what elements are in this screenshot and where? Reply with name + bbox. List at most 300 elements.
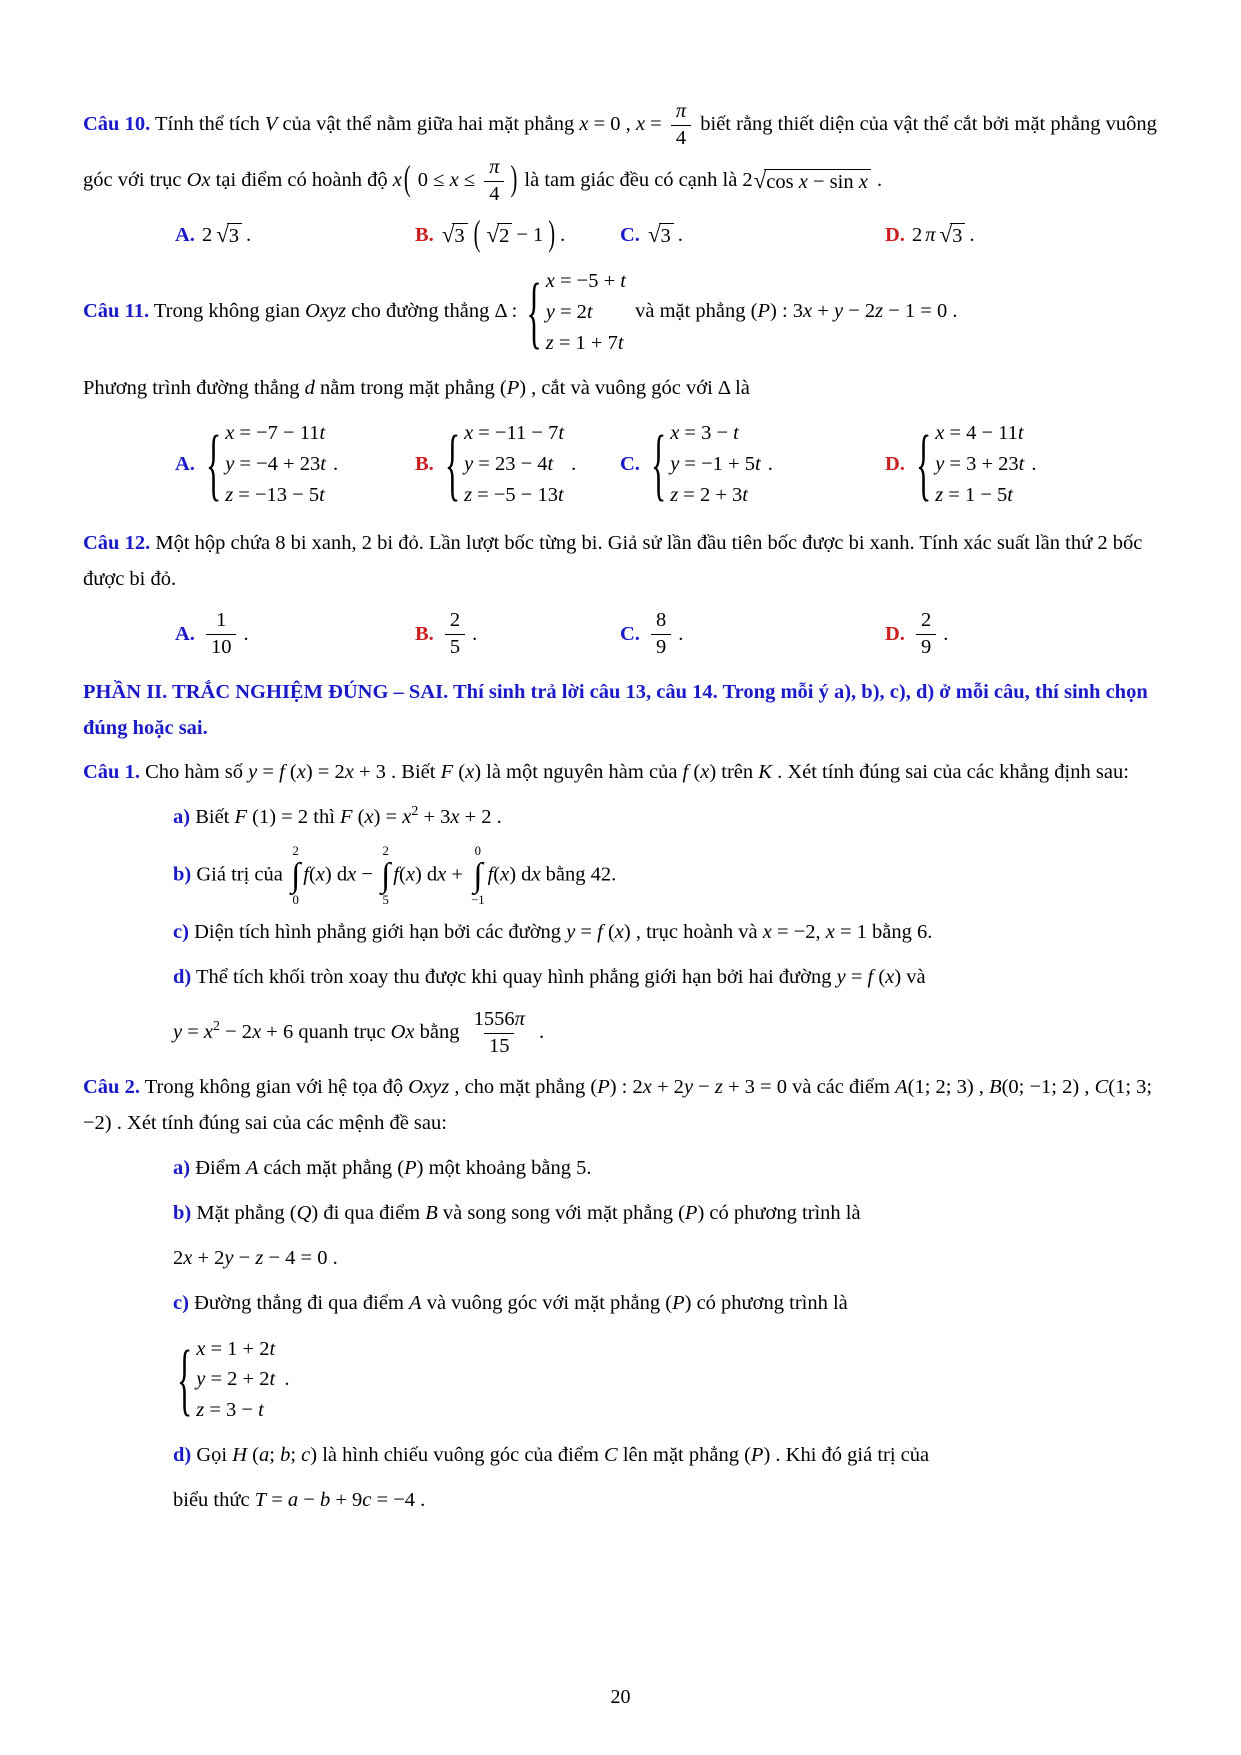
math-variable: x: [344, 761, 354, 784]
math-variable: P: [404, 1157, 417, 1180]
math-variable: x: [762, 921, 772, 944]
math-variable: t: [754, 453, 761, 476]
text: 9: [920, 636, 932, 659]
text: ): [623, 921, 631, 944]
system-line: [935, 449, 1024, 480]
option-letter: C.: [620, 453, 640, 476]
math-variable: C: [1094, 1076, 1109, 1099]
system-lines: [935, 418, 1024, 510]
question-label: Câu 12.: [83, 531, 151, 554]
text: (: [688, 761, 701, 784]
math-variable: t: [319, 422, 326, 445]
text: +: [446, 863, 469, 886]
math-variable: x: [803, 300, 813, 323]
answer-option-a: [175, 219, 415, 252]
radical-sign: √: [647, 221, 661, 247]
equation-system: [526, 266, 626, 358]
math-variable: t: [319, 483, 325, 506]
answer-option-a: [175, 606, 415, 662]
text: = −13 − 5: [233, 483, 320, 506]
cau-1-c: [83, 915, 1158, 951]
text: −: [233, 1246, 256, 1269]
math-variable: P: [506, 376, 520, 399]
math-variable: x: [798, 171, 808, 193]
text: ) một khoảng bằng 5.: [416, 1157, 592, 1180]
system-brace: {: [526, 266, 542, 357]
text: = 3 −: [204, 1399, 259, 1422]
math-variable: x: [465, 761, 475, 784]
math-variable: x: [347, 863, 357, 886]
math-variable: P: [750, 1443, 764, 1466]
text: (: [308, 863, 316, 886]
cau-2-stem: [83, 1070, 1158, 1142]
math-variable: x: [252, 1020, 262, 1043]
cau-2-a: [83, 1151, 1158, 1187]
text: 8: [655, 609, 667, 632]
cau-1-b: [83, 845, 1158, 906]
big-paren: ): [510, 160, 518, 199]
math-variable: t: [269, 1368, 276, 1391]
square-root: [754, 168, 871, 194]
math-variable: x: [196, 1337, 206, 1360]
text: + 3 . Biết: [353, 761, 441, 784]
text: (: [493, 863, 501, 886]
fraction-denominator: [651, 634, 671, 661]
text: , trục hoành và: [630, 921, 763, 944]
integral: [291, 845, 300, 906]
cau-11-options: [83, 415, 1158, 513]
math-variable: t: [557, 483, 564, 506]
big-paren: ): [548, 214, 556, 254]
math-variable: y: [224, 1246, 234, 1269]
text: =: [645, 112, 667, 135]
system-line: [670, 449, 761, 480]
text: .: [332, 453, 339, 476]
answer-option-b: [415, 214, 620, 254]
text: Đường thẳng đi qua điểm: [188, 1291, 410, 1314]
math-variable: x: [364, 806, 374, 829]
text: .: [279, 1367, 290, 1390]
system-brace: {: [177, 1334, 193, 1424]
text: 5: [449, 636, 461, 659]
question-label: Câu 10.: [83, 112, 151, 135]
text: .: [1031, 453, 1037, 476]
question-label: b): [173, 1202, 192, 1225]
text: + 6 quanh trục: [261, 1020, 391, 1043]
fraction-numerator: [211, 608, 231, 634]
math-variable: x: [450, 806, 460, 829]
fraction-denominator: [445, 634, 465, 661]
system-brace: {: [444, 418, 461, 509]
cau-1-d: [83, 960, 1158, 996]
text: = 23 − 4: [473, 453, 548, 476]
text: ) : 3: [770, 300, 804, 323]
math-variable: f: [597, 921, 603, 944]
text: 2: [449, 609, 461, 632]
math-variable: y: [248, 761, 258, 784]
text: (1; 3; −2) . Xét tính đúng sai của các mệnh đề sau:: [83, 1076, 1153, 1135]
option-letter: B.: [415, 223, 434, 246]
text: 3: [228, 224, 240, 247]
math-variable: z: [464, 483, 473, 506]
math-variable: x: [545, 270, 555, 293]
answer-option-d: [885, 415, 1158, 513]
option-letter: B.: [415, 623, 434, 646]
math-variable: π: [489, 156, 500, 179]
math-variable: z: [255, 1246, 264, 1269]
option-letter: D.: [885, 623, 905, 646]
integral-upper-bound: 0: [474, 844, 481, 859]
system-line: [196, 1364, 275, 1395]
text: =: [575, 921, 598, 944]
math-variable: x: [402, 806, 412, 829]
text: , cho mặt phẳng (: [449, 1076, 598, 1099]
answer-option-c: [620, 415, 885, 513]
math-variable: c: [301, 1443, 311, 1466]
text: ;: [290, 1443, 302, 1466]
phan-2-heading: [83, 675, 1158, 747]
math-variable: f: [682, 761, 689, 784]
text: = −5 − 13: [472, 483, 558, 506]
text: −: [298, 1488, 320, 1511]
text: (0; −1; 2) ,: [1001, 1076, 1095, 1099]
system-line: [546, 328, 626, 359]
text: ) d: [509, 863, 532, 886]
fraction-numerator: [671, 99, 691, 125]
radical-sign: √: [486, 221, 500, 247]
math-variable: x: [614, 921, 624, 944]
equation-system: [206, 418, 326, 510]
text: − 1 = 0 .: [883, 300, 958, 323]
text: ) : 2: [609, 1076, 643, 1099]
math-variable: z: [935, 483, 944, 506]
integral-upper-bound: 2: [292, 844, 299, 859]
math-variable: b: [319, 1488, 331, 1511]
system-line: [464, 418, 564, 449]
radicand: [764, 169, 871, 195]
text: ) , cắt và vuông góc với Δ là: [519, 376, 750, 399]
system-line: [196, 1395, 275, 1426]
cau-2-c: [83, 1286, 1158, 1322]
text: .: [246, 223, 252, 246]
math-variable: y: [670, 453, 680, 476]
question-label: c): [173, 1291, 189, 1314]
text: ) =: [373, 806, 403, 829]
math-variable: K: [758, 761, 772, 784]
system-brace: {: [915, 418, 932, 509]
system-line: [464, 449, 564, 480]
text: =: [257, 761, 280, 784]
text: = 4 − 11: [944, 422, 1018, 445]
text: biết rằng thiết diện của vật thể cắt bởi mặt phẳng vuông góc với trục: [83, 112, 1157, 192]
math-variable: P: [684, 1202, 698, 1225]
math-variable: t: [547, 453, 554, 476]
text: −: [693, 1076, 715, 1099]
text: Cho hàm số: [139, 761, 249, 784]
math-variable: P: [597, 1076, 610, 1099]
text: Giá trị của: [191, 863, 288, 886]
math-variable: f: [279, 761, 285, 784]
text: = 0 ,: [588, 112, 636, 135]
text: . Xét tính đúng sai của các khẳng định sau:: [771, 761, 1129, 784]
text: = 1 + 7: [553, 331, 618, 354]
text: = 2: [554, 301, 587, 324]
text: 10: [210, 636, 232, 659]
text: = 1 bằng 6.: [834, 921, 933, 944]
text: ) . Khi đó giá trị của: [763, 1443, 930, 1466]
text: 3: [660, 224, 671, 247]
text: và: [901, 966, 926, 989]
cau-2-b: [83, 1196, 1158, 1232]
text: − sin: [807, 171, 859, 193]
text: 1556: [473, 1008, 515, 1031]
answer-option-b: [415, 415, 620, 513]
cau-2-b-line-2: [83, 1241, 1158, 1277]
math-variable: P: [757, 300, 771, 323]
square-root: [216, 222, 242, 248]
fraction-numerator: [445, 608, 465, 634]
math-variable: B: [989, 1076, 1002, 1099]
math-variable: x: [225, 422, 235, 445]
math-variable: Oxyz: [408, 1076, 450, 1099]
text: .: [943, 623, 949, 646]
text: (: [399, 863, 406, 886]
text: ) d: [414, 863, 438, 886]
radicand: [659, 223, 674, 249]
text: 15: [488, 1034, 510, 1057]
math-variable: y: [836, 966, 846, 989]
math-variable: x: [464, 422, 474, 445]
math-variable: z: [875, 300, 884, 323]
big-paren: (: [473, 214, 481, 254]
text: tại điểm có hoành độ: [210, 169, 393, 192]
math-variable: z: [545, 331, 554, 354]
math-variable: x: [935, 422, 945, 445]
fraction-denominator: [916, 634, 936, 661]
text: là hình chiếu vuông góc của điểm: [317, 1443, 605, 1466]
integral: [471, 845, 485, 906]
integral-lower-bound: −1: [471, 892, 485, 907]
math-variable: H: [232, 1443, 248, 1466]
text: .: [560, 223, 566, 246]
text: cho đường thẳng Δ :: [346, 300, 523, 323]
math-variable: t: [1007, 483, 1013, 506]
integral-upper-bound: 2: [382, 844, 389, 859]
text: Một hộp chứa 8 bi xanh, 2 bi đỏ. Lần lượt bốc từng bi. Giả sử lần đầu tiên bốc được bi xanh. Tính xác suất lần thứ 2 bốc được bi đỏ.: [83, 531, 1143, 590]
math-variable: π: [514, 1008, 525, 1031]
text: 4: [489, 182, 500, 205]
math-variable: a: [287, 1488, 299, 1511]
text: bằng 42.: [540, 863, 617, 886]
math-variable: z: [670, 483, 679, 506]
math-variable: x: [700, 761, 710, 784]
text: = 2 + 2: [205, 1368, 270, 1391]
equation-system: [445, 418, 564, 510]
math-variable: Ox: [390, 1020, 415, 1043]
math-variable: z: [225, 483, 234, 506]
system-line: [225, 449, 326, 480]
text: lên mặt phẳng (: [617, 1443, 751, 1466]
integral-lower-bound: 0: [292, 892, 299, 907]
math-variable: y: [935, 453, 945, 476]
question-label: a): [173, 806, 191, 829]
math-variable: f: [393, 863, 399, 886]
fraction-denominator: [484, 1033, 515, 1060]
text: .: [677, 223, 683, 246]
text: = −1 + 5: [679, 453, 755, 476]
text: (: [453, 761, 466, 784]
math-variable: x: [500, 863, 510, 886]
math-variable: x: [885, 966, 895, 989]
text: và vuông góc với mặt phẳng (: [421, 1291, 673, 1314]
math-variable: t: [269, 1337, 276, 1360]
square-root: [487, 222, 513, 248]
math-variable: P: [672, 1291, 685, 1314]
cau-1-d-line-2: [83, 1005, 1158, 1061]
math-variable: x: [449, 169, 459, 192]
text: và mặt phẳng (: [629, 300, 758, 323]
text: .: [969, 223, 975, 246]
text: ;: [269, 1443, 281, 1466]
text: ): [474, 761, 482, 784]
math-variable: f: [487, 863, 494, 886]
text: nằm trong mặt phẳng (: [314, 376, 507, 399]
radicand: [227, 223, 242, 249]
math-variable: x: [437, 863, 447, 886]
option-letter: D.: [885, 223, 905, 246]
text: ) đi qua điểm: [311, 1202, 426, 1225]
fraction: [651, 608, 671, 660]
radicand: [452, 223, 467, 249]
math-variable: y: [464, 453, 474, 476]
math-variable: x: [405, 863, 415, 886]
text: + 9: [330, 1488, 363, 1511]
system-line: [546, 266, 626, 297]
text: = −2,: [771, 921, 826, 944]
superscript: 2: [411, 804, 419, 820]
math-variable: t: [733, 422, 739, 445]
text: Mặt phẳng (: [191, 1202, 297, 1225]
math-variable: t: [617, 331, 624, 354]
cau-2-d: [83, 1438, 1158, 1474]
text: 9: [655, 636, 667, 659]
text: = 1 + 2: [205, 1337, 270, 1360]
fraction: [484, 155, 504, 207]
text: − 2: [220, 1020, 253, 1043]
math-variable: t: [1017, 422, 1024, 445]
text: + 3 = 0 và các điểm: [722, 1076, 896, 1099]
text: ) có phương trình là: [697, 1202, 861, 1225]
text: 4: [675, 126, 687, 149]
option-letter: D.: [885, 453, 905, 476]
text: + 2: [192, 1246, 225, 1269]
answer-option-a: [175, 415, 415, 513]
system-line: [935, 480, 1024, 511]
math-variable: t: [320, 453, 326, 476]
math-variable: x: [670, 422, 680, 445]
system-line: [670, 418, 761, 449]
text: bằng: [414, 1020, 465, 1043]
text: (: [873, 966, 886, 989]
big-paren: (: [403, 160, 411, 199]
text: 1: [216, 609, 227, 632]
math-variable: C: [604, 1443, 618, 1466]
page-footer: [83, 1686, 1158, 1715]
text: 3: [952, 224, 963, 247]
math-variable: T: [254, 1488, 267, 1511]
math-variable: t: [558, 422, 565, 445]
text: 2: [201, 223, 213, 246]
superscript: 2: [213, 1019, 220, 1035]
system-line: [670, 480, 761, 511]
math-variable: t: [258, 1399, 264, 1422]
text: ≤: [458, 169, 481, 192]
text: 2: [911, 223, 923, 246]
text: −: [356, 863, 379, 886]
text: Thể tích khối tròn xoay thu được khi quay hình phẳng giới hạn bởi hai đường: [191, 966, 837, 989]
text: là một nguyên hàm của: [481, 761, 683, 784]
text: +: [812, 300, 834, 323]
text: là tam giác đều có cạnh là: [519, 169, 743, 192]
system-line: [225, 418, 326, 449]
question-label: d): [173, 1443, 192, 1466]
text: .: [533, 1020, 545, 1043]
math-variable: F: [440, 761, 454, 784]
option-letter: B.: [415, 453, 434, 476]
option-letter: C.: [620, 223, 640, 246]
math-variable: x: [183, 1246, 193, 1269]
text: 0 ≤: [412, 169, 450, 192]
math-variable: y: [833, 300, 844, 323]
text: − 1: [516, 223, 544, 246]
text: (1; 2; 3) ,: [907, 1076, 990, 1099]
equation-system: [177, 1334, 275, 1426]
fraction: [445, 608, 465, 660]
answer-option-b: [415, 606, 620, 662]
math-variable: f: [303, 863, 309, 886]
integral-sign: ∫: [291, 856, 301, 894]
question-label: a): [173, 1157, 191, 1180]
fraction-denominator: [484, 181, 504, 208]
answer-option-d: [885, 606, 1158, 662]
text: =: [266, 1488, 288, 1511]
text: Tính thể tích: [150, 112, 265, 135]
math-variable: t: [742, 483, 748, 506]
math-variable: Oxyz: [305, 300, 347, 323]
math-variable: y: [173, 1020, 183, 1043]
fraction: [671, 99, 691, 151]
math-variable: t: [586, 301, 593, 324]
radicand: [497, 223, 512, 249]
text: = 1 − 5: [943, 483, 1008, 506]
equation-system: [651, 418, 761, 510]
question-label: Câu 1.: [83, 761, 140, 784]
option-letter: A.: [175, 223, 195, 246]
system-lines: [464, 418, 564, 510]
text: Điểm: [190, 1157, 246, 1180]
question-label: d): [173, 966, 192, 989]
system-lines: [670, 418, 761, 510]
math-variable: t: [620, 270, 626, 293]
question-label: c): [173, 921, 189, 944]
text: trên: [716, 761, 759, 784]
fraction: [206, 608, 237, 660]
text: .: [678, 623, 684, 646]
question-label: Câu 11.: [83, 300, 150, 323]
text: của vật thể nằm giữa hai mặt phẳng: [277, 112, 580, 135]
text: 3: [454, 224, 465, 247]
option-letter: C.: [620, 623, 640, 646]
